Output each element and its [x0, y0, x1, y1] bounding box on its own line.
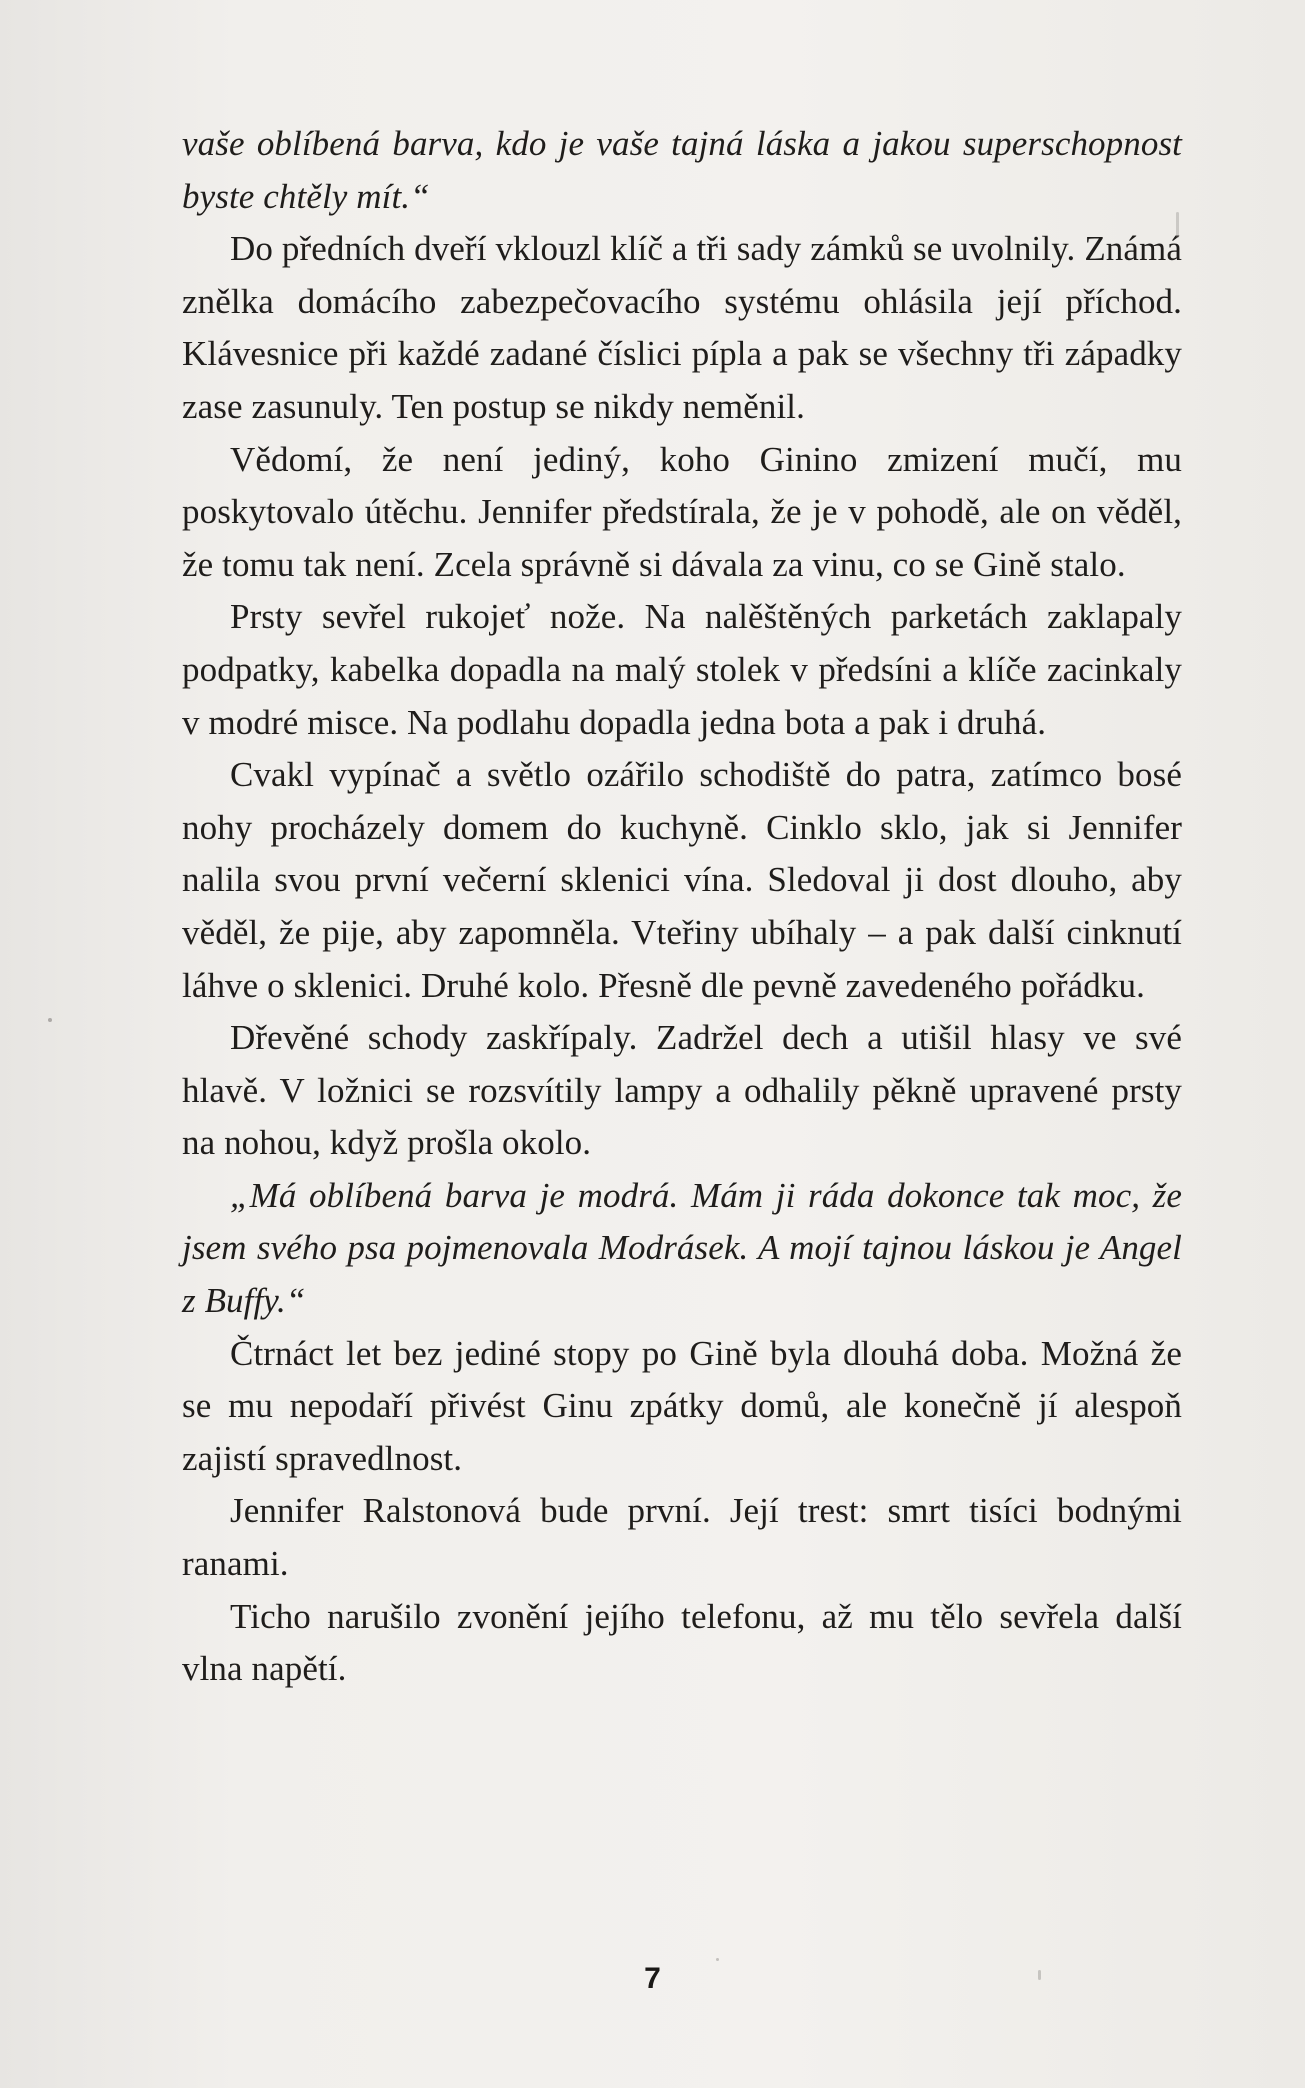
paragraph: Prsty sevřel rukojeť nože. Na nalěštěných parketách zaklapaly podpatky, kabelka dopadla na malý stolek v předsíni a klíče zacinkaly v modré misce. Na podlahu dopadla jedna bota a pak i druhá. — [182, 597, 1182, 742]
paper-speck — [716, 1958, 719, 1961]
paragraph-quote-continuation: vaše oblíbená barva, kdo je vaše tajná láska a jakou superschopnost byste chtěly mít.“ — [182, 124, 1182, 216]
paragraph: Čtrnáct let bez jediné stopy po Gině byla dlouhá doba. Možná že se mu nepodaří přivést Ginu zpátky domů, ale konečně jí alespoň zajistí spravedlnost. — [182, 1333, 1182, 1478]
paragraph: Vědomí, že není jediný, koho Ginino zmizení mučí, mu poskytovalo útěchu. Jennifer předstírala, že je v pohodě, ale on věděl, že tomu tak není. Zcela správně si dávala za vinu, co se Gině stalo. — [182, 439, 1182, 584]
paper-speck — [1038, 1970, 1041, 1980]
body-text — [182, 118, 1182, 1696]
paragraph: Jennifer Ralstonová bude první. Její trest: smrt tisíci bodnými ranami. — [182, 1491, 1182, 1584]
paragraph: Ticho narušilo zvonění jejího telefonu, až mu tělo sevřela další vlna napětí. — [182, 1596, 1182, 1689]
paragraph: Dřevěné schody zaskřípaly. Zadržel dech a utišil hlasy ve své hlavě. V ložnici se rozsvítily lampy a odhalily pěkně upravené prsty na nohou, když prošla okolo. — [182, 1018, 1182, 1163]
paper-speck — [48, 1018, 52, 1022]
page-number: 7 — [644, 1962, 661, 1995]
paragraph-quote: „Má oblíbená barva je modrá. Mám ji ráda dokonce tak moc, že jsem svého psa pojmenovala Modrásek. A mojí tajnou láskou je Angel z Buffy.“ — [182, 1175, 1182, 1321]
paper-speck — [1176, 212, 1179, 238]
paragraph: Do předních dveří vklouzl klíč a tři sady zámků se uvolnily. Známá znělka domácího zabezpečovacího systému ohlásila její příchod. Klávesnice při každé zadané číslici pípla a pak se všechny tři západky zase zasunuly. Ten postup se nikdy neměnil. — [182, 229, 1182, 426]
paragraph: Cvakl vypínač a světlo ozářilo schodiště do patra, zatímco bosé nohy procházely domem do kuchyně. Cinklo sklo, jak si Jennifer nalila svou první večerní sklenici vína. Sledoval ji dost dlouho, aby věděl, že pije, aby zapomněla. Vteřiny ubíhaly – a pak další cinknutí láhve o sklenici. Druhé kolo. Přesně dle pevně zavedeného pořádku. — [182, 755, 1182, 1005]
